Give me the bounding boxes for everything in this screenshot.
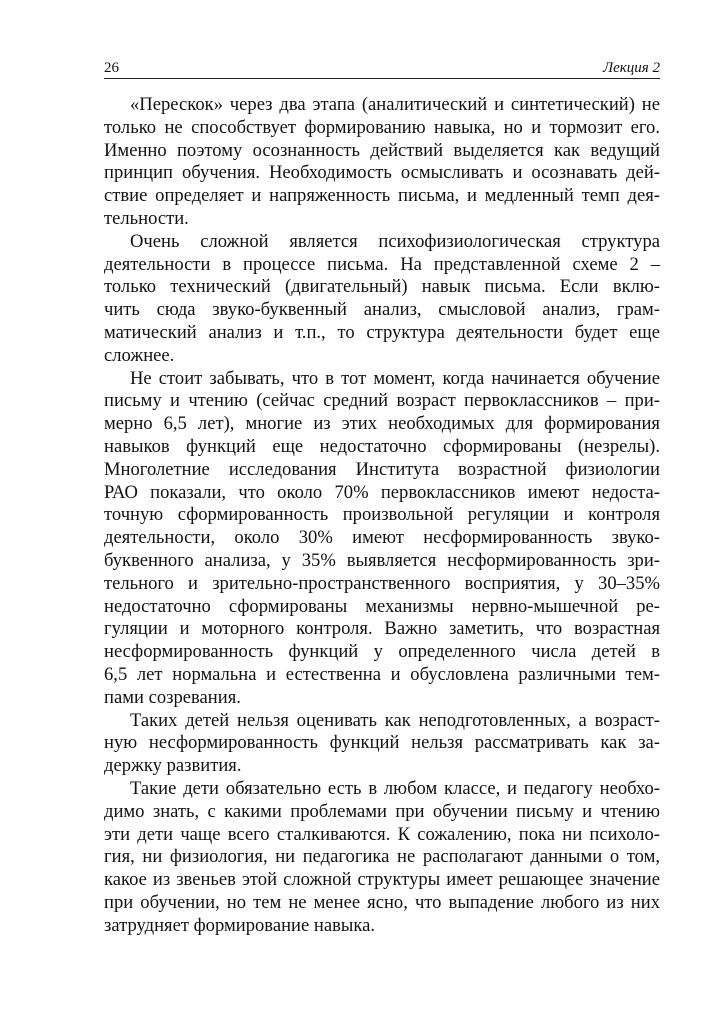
text-line: какое из звеньев этой сложной структуры имеет решающее значение — [104, 869, 660, 891]
text-line: гия, ни физиология, ни педагогика не располагают данными о том, — [104, 846, 660, 868]
text-line: 6,5 лет нормальна и естественна и обусловлена различными тем- — [104, 663, 660, 685]
text-line: деятельности, около 30% имеют несформированность звуко- — [104, 527, 660, 549]
text-line: мерно 6,5 лет), многие из этих необходимых для формирования — [104, 413, 660, 435]
text-line: буквенного анализа, у 35% выявляется несформированность зри- — [104, 549, 660, 571]
text-line: Таких детей нельзя оценивать как неподготовленных, а возраст- — [130, 709, 660, 731]
text-line: недостаточно сформированы механизмы нервно-мышечной ре- — [104, 595, 660, 617]
page-header — [104, 58, 660, 79]
text-line: Именно поэтому осознанность действий выделяется как ведущий — [104, 139, 660, 161]
text-line: деятельности в процессе письма. На представленной схеме 2 – — [104, 253, 660, 275]
text-line: чить сюда звуко-буквенный анализ, смысловой анализ, грам- — [104, 299, 660, 321]
text-line: Такие дети обязательно есть в любом классе, и педагогу необхо- — [130, 777, 660, 799]
text-line: несформированность функций у определенного числа детей в — [104, 641, 660, 663]
text-line: ную несформированность функций нельзя рассматривать как за- — [104, 732, 660, 754]
paragraph-3 — [104, 368, 660, 710]
text-line: при обучении, но тем не менее ясно, что выпадение любого из них — [104, 891, 660, 913]
text-line: затрудняет формирование навыка. — [104, 914, 376, 936]
text-line: навыков функций еще недостаточно сформированы (незрелы). — [104, 435, 660, 457]
text-line: сложнее. — [104, 344, 175, 366]
text-line: тельности. — [104, 207, 189, 229]
text-line: пами созревания. — [104, 686, 241, 708]
text-line: письму и чтению (сейчас средний возраст первоклассников – при- — [104, 390, 660, 412]
page-number: 26 — [104, 60, 119, 76]
paragraph-4 — [104, 710, 660, 778]
paragraph-1 — [104, 94, 660, 231]
text-line: точную сформированность произвольной регуляции и контроля — [104, 504, 660, 526]
text-line: Не стоит забывать, что в тот момент, когда начинается обучение — [130, 367, 660, 389]
paragraph-2 — [104, 231, 660, 368]
text-line: матический анализ и т.п., то структура деятельности будет еще — [104, 321, 660, 343]
text-line: эти дети чаще всего сталкиваются. К сожалению, пока ни психоло- — [104, 823, 660, 845]
text-line: только не способствует формированию навыка, но и тормозит его. — [104, 116, 660, 138]
text-line: Очень сложной является психофизиологическая структура — [130, 230, 660, 252]
text-line: димо знать, с какими проблемами при обучении письму и чтению — [104, 800, 660, 822]
text-line: гуляции и моторного контроля. Важно заметить, что возрастная — [104, 618, 660, 640]
text-line: «Перескок» через два этапа (аналитический и синтетический) не — [130, 94, 660, 115]
text-line: только технический (двигательный) навык письма. Если вклю- — [104, 276, 660, 298]
running-head: Лекция 2 — [602, 60, 660, 76]
body-text — [104, 94, 660, 937]
text-line: РАО показали, что около 70% первоклассников имеют недоста- — [104, 481, 660, 503]
text-line: тельного и зрительно-пространственного восприятия, у 30–35% — [104, 572, 660, 594]
text-line: принцип обучения. Необходимость осмысливать и осознавать дей- — [104, 162, 660, 184]
paragraph-5 — [104, 778, 660, 938]
text-line: ствие определяет и напряженность письма, и медленный темп дея- — [104, 185, 660, 207]
text-line: держку развития. — [104, 755, 242, 777]
text-line: Многолетние исследования Института возрастной физиологии — [104, 458, 660, 480]
